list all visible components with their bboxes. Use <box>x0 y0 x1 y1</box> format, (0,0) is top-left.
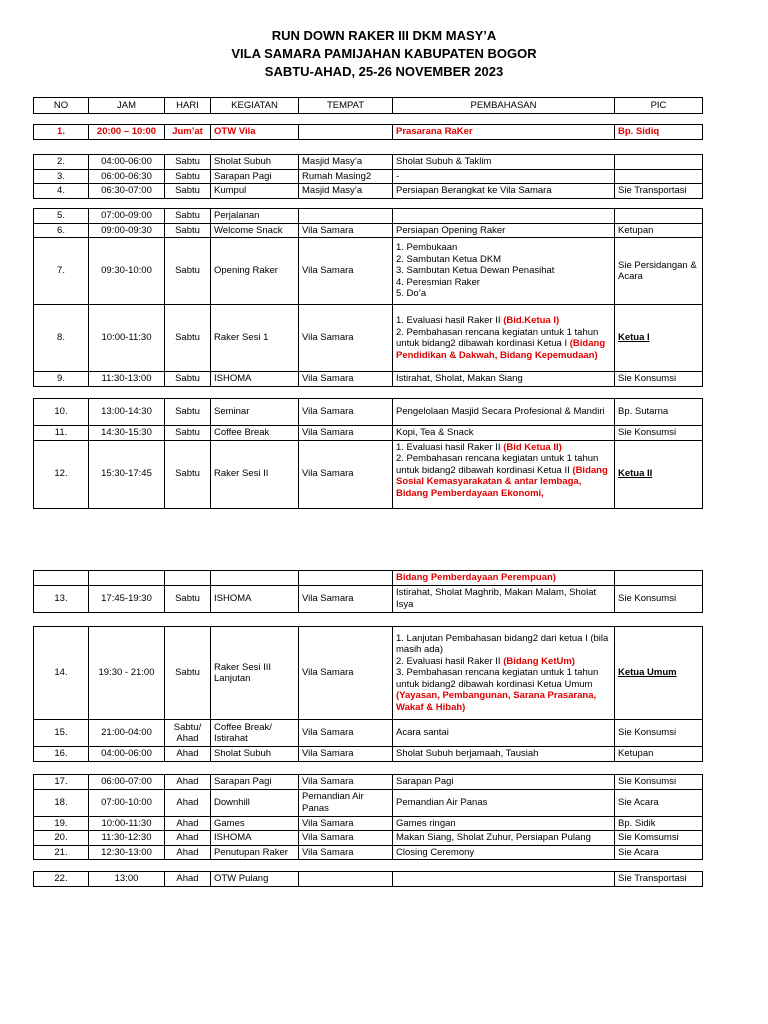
header-kegiatan: KEGIATAN <box>211 98 299 114</box>
cell-pembahasan <box>393 209 615 224</box>
cell-no: 22. <box>34 872 89 887</box>
agenda-highlight: (Yayasan, Pembangunan, Sarana Prasarana, Wakaf & Hibah) <box>396 690 597 713</box>
cell-jam: 21:00-04:00 <box>89 720 165 747</box>
cell-kegiatan: ISHOMA <box>211 585 299 612</box>
cell-hari: Sabtu <box>165 372 211 387</box>
agenda-item: 1. Evaluasi hasil Raker II <box>396 441 504 453</box>
cell-pembahasan: Persiapan Opening Raker <box>393 223 615 238</box>
table-row-continued <box>34 571 703 586</box>
cell-pic <box>615 155 703 170</box>
table-row <box>34 816 703 831</box>
cell-pembahasan <box>393 305 615 372</box>
cell-kegiatan: ISHOMA <box>211 372 299 387</box>
table-row <box>34 426 703 441</box>
cell-kegiatan: Raker Sesi III Lanjutan <box>211 627 299 720</box>
cell-jam <box>89 571 165 586</box>
rundown-group-1 <box>33 124 703 140</box>
cell-pembahasan: Makan Siang, Sholat Zuhur, Persiapan Pulang <box>393 831 615 846</box>
cell-pembahasan: Games ringan <box>393 816 615 831</box>
cell-tempat: Masjid Masy’a <box>299 155 393 170</box>
cell-pic: Ketua II <box>615 440 703 508</box>
cell-no: 16. <box>34 747 89 762</box>
cell-hari: Ahad <box>165 816 211 831</box>
cell-tempat: Masjid Masy’a <box>299 184 393 199</box>
rundown-table-page1 <box>33 97 703 114</box>
cell-pembahasan: - <box>393 169 615 184</box>
cell-jam: 15:30-17:45 <box>89 440 165 508</box>
table-row <box>34 209 703 224</box>
cell-kegiatan: Penutupan Raker <box>211 845 299 860</box>
cell-kegiatan: Coffee Break/ Istirahat <box>211 720 299 747</box>
table-row <box>34 720 703 747</box>
cell-tempat: Vila Samara <box>299 831 393 846</box>
cell-hari: Ahad <box>165 831 211 846</box>
cell-no: 14. <box>34 627 89 720</box>
cell-pic: Sie Komsumsi <box>615 831 703 846</box>
cell-tempat <box>299 872 393 887</box>
cell-no: 11. <box>34 426 89 441</box>
table-row <box>34 169 703 184</box>
cell-hari: Sabtu <box>165 155 211 170</box>
cell-pembahasan: Persiapan Berangkat ke Vila Samara <box>393 184 615 199</box>
cell-pic <box>615 571 703 586</box>
table-header-row <box>34 98 703 114</box>
cell-hari: Ahad <box>165 747 211 762</box>
cell-hari <box>165 571 211 586</box>
cell-tempat: Vila Samara <box>299 440 393 508</box>
cell-kegiatan: Games <box>211 816 299 831</box>
cell-tempat: Vila Samara <box>299 845 393 860</box>
document-title-line2: VILA SAMARA PAMIJAHAN KABUPATEN BOGOR <box>231 46 537 61</box>
table-row <box>34 372 703 387</box>
cell-no: 5. <box>34 209 89 224</box>
table-row <box>34 440 703 508</box>
cell-tempat <box>299 209 393 224</box>
cell-no: 7. <box>34 238 89 305</box>
agenda-highlight: (Bid.Ketua I) <box>503 315 560 326</box>
cell-jam: 06:00-07:00 <box>89 775 165 790</box>
cell-kegiatan: Sarapan Pagi <box>211 775 299 790</box>
cell-tempat: Vila Samara <box>299 627 393 720</box>
cell-hari: Ahad <box>165 789 211 816</box>
cell-kegiatan: Welcome Snack <box>211 223 299 238</box>
cell-kegiatan <box>211 571 299 586</box>
header-jam: JAM <box>89 98 165 114</box>
cell-pembahasan: Sholat Subuh berjamaah, Tausiah <box>393 747 615 762</box>
cell-jam: 06:30-07:00 <box>89 184 165 199</box>
cell-kegiatan: Downhill <box>211 789 299 816</box>
rundown-group-2 <box>33 154 703 199</box>
cell-pembahasan: Bidang Pemberdayaan Perempuan) <box>393 571 615 586</box>
cell-no: 12. <box>34 440 89 508</box>
cell-tempat <box>299 571 393 586</box>
cell-jam: 14:30-15:30 <box>89 426 165 441</box>
cell-pic: Sie Acara <box>615 789 703 816</box>
cell-pembahasan: Sarapan Pagi <box>393 775 615 790</box>
cell-hari: Sabtu <box>165 627 211 720</box>
cell-kegiatan: Opening Raker <box>211 238 299 305</box>
cell-kegiatan: Perjalanan <box>211 209 299 224</box>
cell-hari: Sabtu <box>165 399 211 426</box>
agenda-highlight: (Bidang Sosial Kemasyarakatan & antar lembaga, Bidang Pemberdayaan Ekonomi, <box>396 464 608 499</box>
agenda-item: 2. Sambutan Ketua DKM <box>396 253 502 265</box>
agenda-item: 5. Do’a <box>396 288 427 300</box>
cell-pic: Bp. Sidiq <box>615 125 703 140</box>
agenda-item: 2. Evaluasi hasil Raker II <box>396 655 504 667</box>
cell-no: 15. <box>34 720 89 747</box>
cell-pic: Sie Transportasi <box>615 184 703 199</box>
agenda-item: 1. Lanjutan Pembahasan bidang2 dari ketua I (bila masih ada) <box>396 632 609 656</box>
cell-hari: Sabtu/ Ahad <box>165 720 211 747</box>
cell-pic: Ketua I <box>615 305 703 372</box>
cell-pic <box>615 209 703 224</box>
agenda-item: 3. Sambutan Ketua Dewan Penasihat <box>396 265 555 277</box>
cell-jam: 04:00-06:00 <box>89 155 165 170</box>
cell-pic <box>615 169 703 184</box>
cell-hari: Sabtu <box>165 184 211 199</box>
cell-no: 4. <box>34 184 89 199</box>
table-row <box>34 399 703 426</box>
cell-kegiatan: Sholat Subuh <box>211 155 299 170</box>
cell-jam: 13:00 <box>89 872 165 887</box>
cell-tempat: Rumah Masing2 <box>299 169 393 184</box>
header-tempat: TEMPAT <box>299 98 393 114</box>
cell-tempat: Vila Samara <box>299 372 393 387</box>
table-row <box>34 585 703 612</box>
header-pic: PIC <box>615 98 703 114</box>
cell-pembahasan: Sholat Subuh & Taklim <box>393 155 615 170</box>
cell-no: 2. <box>34 155 89 170</box>
cell-jam: 12:30-13:00 <box>89 845 165 860</box>
cell-pembahasan: Pengelolaan Masjid Secara Profesional & Mandiri <box>393 399 615 426</box>
cell-pic: Sie Persidangan & Acara <box>615 238 703 305</box>
cell-pembahasan <box>393 627 615 720</box>
cell-jam: 11:30-13:00 <box>89 372 165 387</box>
rundown-group-4 <box>33 398 703 509</box>
cell-pic: Sie Konsumsi <box>615 585 703 612</box>
cell-jam: 10:00-11:30 <box>89 305 165 372</box>
cell-tempat: Vila Samara <box>299 720 393 747</box>
agenda-highlight: (Bidang KetUm) <box>503 655 575 667</box>
cell-no: 17. <box>34 775 89 790</box>
cell-jam: 11:30-12:30 <box>89 831 165 846</box>
cell-kegiatan: Coffee Break <box>211 426 299 441</box>
cell-pembahasan: Kopi, Tea & Snack <box>393 426 615 441</box>
cell-jam: 07:00-09:00 <box>89 209 165 224</box>
cell-kegiatan: OTW Pulang <box>211 872 299 887</box>
cell-jam: 20:00 – 10:00 <box>89 125 165 140</box>
cell-tempat: Vila Samara <box>299 238 393 305</box>
table-row <box>34 184 703 199</box>
cell-tempat: Vila Samara <box>299 585 393 612</box>
cell-pembahasan: Acara santai <box>393 720 615 747</box>
agenda-item: 2. Pembahasan rencana kegiatan untuk 1 tahun untuk bidang2 dibawah kordinasi Ketua II <box>396 453 599 476</box>
cell-kegiatan: Kumpul <box>211 184 299 199</box>
cell-tempat: Vila Samara <box>299 747 393 762</box>
cell-jam: 10:00-11:30 <box>89 816 165 831</box>
document-title-line3: SABTU-AHAD, 25-26 NOVEMBER 2023 <box>264 64 504 79</box>
cell-jam: 09:30-10:00 <box>89 238 165 305</box>
cell-pic: Bp. Sutarna <box>615 399 703 426</box>
cell-kegiatan: Raker Sesi 1 <box>211 305 299 372</box>
cell-pic: Sie Konsumsi <box>615 426 703 441</box>
cell-jam: 06:00-06:30 <box>89 169 165 184</box>
cell-no: 21. <box>34 845 89 860</box>
cell-tempat: Vila Samara <box>299 426 393 441</box>
header-no: NO <box>34 98 89 114</box>
cell-pembahasan: Prasarana RaKer <box>393 125 615 140</box>
table-row <box>34 789 703 816</box>
rundown-group-3 <box>33 208 703 387</box>
cell-tempat: Vila Samara <box>299 775 393 790</box>
cell-hari: Ahad <box>165 775 211 790</box>
table-row <box>34 845 703 860</box>
cell-no: 9. <box>34 372 89 387</box>
cell-jam: 17:45-19:30 <box>89 585 165 612</box>
agenda-item: 1. Pembukaan <box>396 242 458 254</box>
cell-jam: 19:30 - 21:00 <box>89 627 165 720</box>
table-row <box>34 223 703 238</box>
cell-hari: Sabtu <box>165 209 211 224</box>
cell-pic: Bp. Sidik <box>615 816 703 831</box>
cell-hari: Ahad <box>165 872 211 887</box>
document-title-line1: RUN DOWN RAKER III DKM MASY’A <box>271 28 497 43</box>
cell-no: 13. <box>34 585 89 612</box>
table-row <box>34 747 703 762</box>
table-row <box>34 155 703 170</box>
table-row <box>34 305 703 372</box>
agenda-item: 4. Peresmian Raker <box>396 276 480 288</box>
rundown-group-8 <box>33 871 703 887</box>
cell-tempat: Vila Samara <box>299 816 393 831</box>
cell-pembahasan <box>393 440 615 508</box>
cell-pembahasan: Istirahat, Sholat, Makan Siang <box>393 372 615 387</box>
cell-hari: Jum’at <box>165 125 211 140</box>
cell-pembahasan: Closing Ceremony <box>393 845 615 860</box>
cell-hari: Sabtu <box>165 223 211 238</box>
cell-no: 6. <box>34 223 89 238</box>
table-row <box>34 627 703 720</box>
header-hari: HARI <box>165 98 211 114</box>
cell-pic: Ketupan <box>615 747 703 762</box>
table-row <box>34 125 703 140</box>
cell-tempat: Pemandian Air Panas <box>299 789 393 816</box>
table-row <box>34 831 703 846</box>
cell-jam: 04:00-06:00 <box>89 747 165 762</box>
cell-no: 18. <box>34 789 89 816</box>
cell-tempat: Vila Samara <box>299 223 393 238</box>
cell-hari: Sabtu <box>165 169 211 184</box>
agenda-item: 1. Evaluasi hasil Raker II <box>396 315 504 326</box>
cell-no: 3. <box>34 169 89 184</box>
cell-pembahasan: Pemandian Air Panas <box>393 789 615 816</box>
table-row <box>34 872 703 887</box>
cell-pic: Ketupan <box>615 223 703 238</box>
agenda-highlight: (Bidang Pendidikan & Dakwah, Bidang Kepemudaan) <box>396 338 606 361</box>
cell-no: 8. <box>34 305 89 372</box>
cell-kegiatan: OTW Vila <box>211 125 299 140</box>
cell-pic: Sie Acara <box>615 845 703 860</box>
rundown-group-6 <box>33 626 703 762</box>
cell-no: 19. <box>34 816 89 831</box>
header-pembahasan: PEMBAHASAN <box>393 98 615 114</box>
cell-hari: Sabtu <box>165 585 211 612</box>
cell-hari: Sabtu <box>165 426 211 441</box>
rundown-group-7 <box>33 774 703 860</box>
cell-tempat: Vila Samara <box>299 399 393 426</box>
agenda-highlight: (Bid Ketua II) <box>503 441 562 453</box>
agenda-item: 3. Pembahasan rencana kegiatan untuk 1 tahun untuk bidang2 dibawah kordinasi Ketua Umum <box>396 667 599 690</box>
cell-hari: Sabtu <box>165 238 211 305</box>
cell-kegiatan: Raker Sesi II <box>211 440 299 508</box>
cell-pic: Sie Konsumsi <box>615 372 703 387</box>
cell-hari: Sabtu <box>165 440 211 508</box>
cell-tempat <box>299 125 393 140</box>
cell-kegiatan: ISHOMA <box>211 831 299 846</box>
cell-hari: Sabtu <box>165 305 211 372</box>
cell-pic: Ketua Umum <box>615 627 703 720</box>
table-row <box>34 238 703 305</box>
cell-pic: Sie Konsumsi <box>615 720 703 747</box>
cell-pic: Sie Transportasi <box>615 872 703 887</box>
table-row <box>34 775 703 790</box>
cell-pembahasan <box>393 872 615 887</box>
rundown-group-5 <box>33 570 703 613</box>
cell-jam: 13:00-14:30 <box>89 399 165 426</box>
cell-tempat: Vila Samara <box>299 305 393 372</box>
cell-jam: 07:00-10:00 <box>89 789 165 816</box>
cell-no: 1. <box>34 125 89 140</box>
cell-pembahasan: Istirahat, Sholat Maghrib, Makan Malam, Sholat Isya <box>393 585 615 612</box>
cell-pembahasan <box>393 238 615 305</box>
cell-kegiatan: Sarapan Pagi <box>211 169 299 184</box>
cell-jam: 09:00-09:30 <box>89 223 165 238</box>
cell-pic: Sie Konsumsi <box>615 775 703 790</box>
cell-no: 20. <box>34 831 89 846</box>
cell-no: 10. <box>34 399 89 426</box>
cell-kegiatan: Sholat Subuh <box>211 747 299 762</box>
cell-kegiatan: Seminar <box>211 399 299 426</box>
cell-hari: Ahad <box>165 845 211 860</box>
agenda-item: 2. Pembahasan rencana kegiatan untuk 1 tahun untuk bidang2 dibawah kordinasi Ketua I <box>396 326 599 349</box>
cell-no <box>34 571 89 586</box>
